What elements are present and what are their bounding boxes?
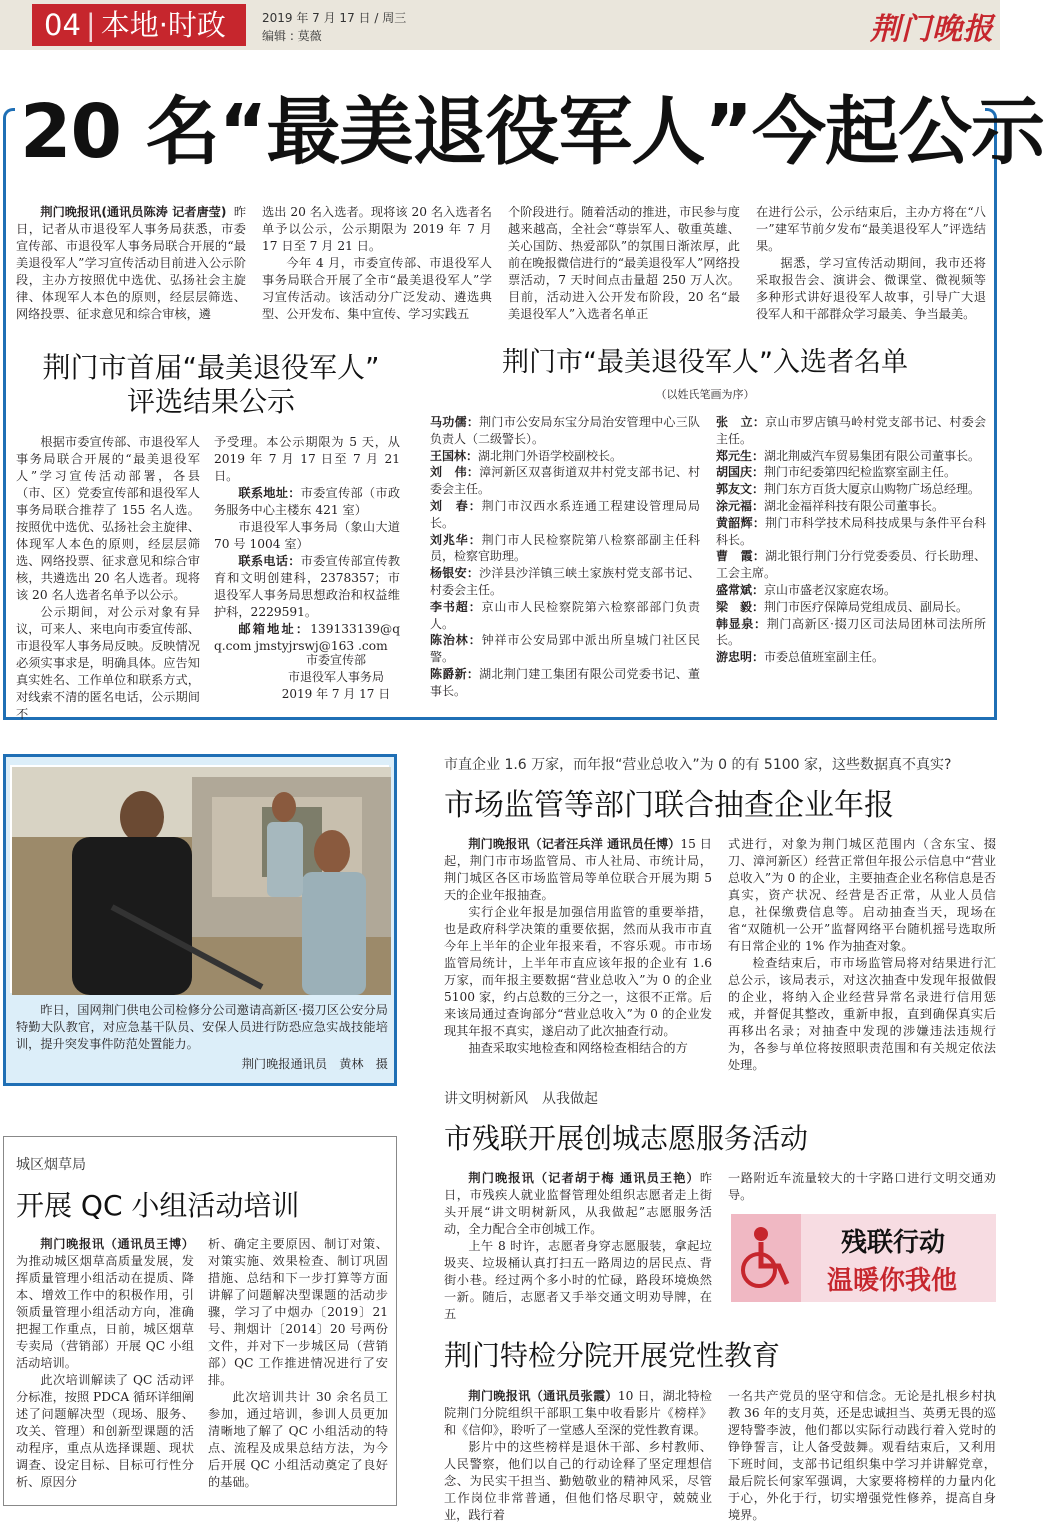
entry-desc: 荆门高新区·掇刀区司法局团林司法所所长。 bbox=[716, 616, 986, 648]
name-entry bbox=[430, 498, 700, 532]
name-entry bbox=[430, 464, 700, 498]
qc-title: 开展 QC 小组活动培训 bbox=[16, 1189, 300, 1222]
entry-name: 梁 毅： bbox=[716, 599, 765, 614]
name-entry bbox=[716, 599, 986, 616]
name-entry bbox=[430, 599, 700, 633]
photo-credit: 荆门晚报通讯员 黄林 摄 bbox=[241, 1057, 388, 1071]
entry-name: 刘兆华： bbox=[430, 532, 482, 547]
entry-desc: 荆门市公安局东宝分局治安管理中心三队负责人（二级警长）。 bbox=[430, 415, 700, 446]
namelist-right-column bbox=[716, 414, 986, 704]
lead-col-1: 荆门晚报讯(通讯员陈涛 记者唐莹)昨日，记者从市退役军人事务局获悉，市委宣传部、市退役军人事务局联合开展的“最美退役军人”学习宣传活动目前进入公示阶段，主办方按照优中选优、弘扬社会主旋律、体现军人本色的原则，经层层筛选、网络投票、征求意见和综合审核，遴 bbox=[16, 205, 246, 321]
name-entry bbox=[716, 649, 986, 666]
market-kicker: 市直企业 1.6 万家，而年报“营业总收入”为 0 的有 5100 家，这些数据真不真实? bbox=[444, 757, 952, 773]
lead-col-3: 个阶段进行。随着活动的推进，市民参与度越来越高，全社会“尊崇军人、敬重英雄、关心国防、热爱部队”的氛围日渐浓厚，此前在晚报微信进行的“最美退役军人”网络投票活动，7 天时间点击量超 250 万人次。目前，活动进入公开发布阶段，20 名“最美退役军人”入选者名单正 bbox=[508, 205, 740, 321]
entry-desc: 京山市罗店镇马岭村党支部书记、村委会主任。 bbox=[716, 415, 986, 446]
entry-desc: 钟祥市公安局郢中派出所皇城门社区民警。 bbox=[430, 633, 700, 665]
entry-name: 郭友文： bbox=[716, 482, 765, 497]
market-title: 市场监管等部门联合抽查企业年报 bbox=[444, 788, 894, 823]
entry-desc: 荆门市汉西水系连通工程建设管理局局长。 bbox=[430, 498, 700, 530]
entry-desc: 沙洋县沙洋镇三峡土家族村党支部书记、村委会主任。 bbox=[430, 566, 700, 597]
lead-col-4: 在进行公示，公示结束后，主办方将在“八一”建军节前夕发布“最美退役军人”评选结果。 据悉，学习宣传活动期间，我市还将采取报告会、演讲会、微课堂、微视频等多种形式讲好退役军人故事，引导广大退役军人和干部群众学习最美、争当最美。 bbox=[756, 205, 986, 321]
name-entry bbox=[430, 414, 700, 448]
notice-title-2: 评选结果公示 bbox=[126, 385, 295, 418]
lead-col-2: 选出 20 名入选者。现将该 20 名入选者名单予以公示，公示期限为 2019 年 7 月 17 日至 7 月 21 日。 今年 4 月，市委宣传部、市退役军人事务局联合开展了全市“最美退役军人”学习宣传活动。该活动分广泛发动、遴选典型、公开发布、集中宣传、学习实践五 bbox=[262, 205, 492, 321]
issue-date: 2019 年 7 月 17 日 / 周三 bbox=[262, 11, 407, 25]
logo-line-2: 温暖你我他 bbox=[827, 1266, 958, 1296]
entry-name: 陈爵新： bbox=[430, 666, 480, 681]
entry-name: 陈治林： bbox=[430, 633, 482, 648]
entry-desc: 湖北金福祥科技有限公司董事长。 bbox=[764, 498, 945, 513]
entry-desc: 荆门市科学技术局科技成果与条件平台科科长。 bbox=[716, 515, 986, 547]
newspaper-logo: 荆门晚报 bbox=[870, 12, 994, 47]
jiancha-title: 荆门特检分院开展党性教育 bbox=[444, 1339, 781, 1372]
name-entry bbox=[716, 414, 986, 448]
entry-name: 涂元福： bbox=[716, 498, 765, 513]
jiancha-col-2: 一名共产党员的坚守和信念。无论是扎根乡村执教 36 年的支月英，还是忠诚担当、英勇无畏的巡逻特警李波，他们都以实际行动践行着入党时的铮铮誓言，让人备受鼓舞。观看结束后，又利用下班时间，支部书记组织集中学习并讲解党章，最后院长何家军强调，大家要将榜样的力量内化于心，外化于行，切实增强党性修养，提高自身境界。 bbox=[728, 1389, 996, 1522]
entry-desc: 市委总值班室副主任。 bbox=[764, 650, 885, 665]
training-photo bbox=[10, 765, 389, 993]
section-name: 本地·时政 bbox=[100, 8, 226, 42]
entry-name: 胡国庆： bbox=[716, 465, 765, 480]
entry-name: 郑元生： bbox=[716, 448, 765, 463]
name-entry bbox=[716, 616, 986, 650]
entry-name: 游忠明： bbox=[716, 650, 765, 665]
name-entry bbox=[716, 515, 986, 549]
section-badge: 04 | 本地·时政 bbox=[32, 4, 246, 46]
entry-name: 李书超： bbox=[430, 599, 482, 614]
namelist-subtitle: （以姓氏笔画为序） bbox=[655, 388, 755, 401]
entry-name: 刘 伟： bbox=[430, 465, 480, 480]
entry-desc: 荆门市人民检察院第八检察部副主任科员，检察官助理。 bbox=[430, 532, 700, 564]
qc-col-1: 荆门晚报讯（通讯员王博）为推动城区烟草高质量发展，发挥质量管理小组活动在提质、降本、增效工作中的积极作用，引领质量管理小组活动方向，准确把握工作重点，日前，城区烟草专卖局（营销部）开展 QC 小组活动培训。 此次培训解读了 QC 活动评分标准，按照 PDCA 循环详细阐述了问题解决型（现场、服务、攻关、管理）和创新型课题的活动程序，重点从选择课题、现状调查、设定目标、目标可行性分析、原因分 bbox=[16, 1237, 194, 1489]
entry-desc: 湖北荆门外语学校副校长。 bbox=[478, 448, 623, 463]
disabled-title: 市残联开展创城志愿服务活动 bbox=[444, 1122, 809, 1155]
entry-name: 盛常斌： bbox=[716, 582, 765, 597]
name-entry bbox=[430, 532, 700, 566]
logo-line-1: 残联行动 bbox=[841, 1228, 946, 1258]
notice-signature: 市委宣传部 市退役军人事务局 2019 年 7 月 17 日 bbox=[281, 653, 391, 701]
frame-corner-left bbox=[3, 108, 15, 144]
entry-desc: 荆门东方百货大厦京山购物广场总经理。 bbox=[764, 482, 981, 497]
namelist-title: 荆门市“最美退役军人”入选者名单 bbox=[502, 347, 908, 378]
qc-kicker: 城区烟草局 bbox=[16, 1157, 86, 1173]
notice-col-1: 根据市委宣传部、市退役军人事务局联合开展的“最美退役军人”学习宣传活动部署，各县（市、区）党委宣传部和退役军人事务局联合推荐了 155 名人选。按照优中选优、弘扬社会主旋律、体现军人本色的原则，经层层筛选、网络投票、征求意见和综合审核，共遴选出 20 名人选者。现将该 20 名人选者名单予以公示。 公示期间，对公示对象有异议，可来人、来电向市委宣传部、市退役军人事务局反映。反映情况必须实事求是，明确具体。应告知真实姓名、工作单位和联系方式，对线索不清的匿名电话，公示期间不 bbox=[16, 435, 200, 721]
name-entry bbox=[430, 632, 700, 666]
jiancha-col-1: 荆门晚报讯（通讯员张霞）10 日，湖北特检院荆门分院组织干部职工集中收看影片《榜样》和《信仰》，聆听了一堂感人至深的党性教育课。 影片中的这些榜样是退休干部、乡村教师、人民警察，他们以自己的行动诠释了坚定理想信念、为民实干担当、勤勉敬业的精神风采，尽管工作岗位非常普通，但他们恪尽职守，兢兢业业，践行着 bbox=[444, 1389, 712, 1522]
market-col-2: 式进行，对象为荆门城区范围内（含东宝、掇刀、漳河新区）经营正常但年报公示信息中“营业总收入”为 0 的企业，主要抽查企业名称信息是否真实，资产状况、经营是否正常，从业人员信息，社保缴费信息等。启动抽查当天，现场在省“双随机一公开”监督网络平台随机摇号选取所有日常企业的 1% 作为抽查对象。 检查结束后，市市场监管局将对结果进行汇总公示，该局表示，对这次抽查中发现年报做假的企业，将纳入企业经营异常名录进行信用惩戒，并督促其整改，重新申报，直到确保真实后再移出名录；对抽查中发现的涉嫌违法违规行为，各参与单位将按照职责范围和有关规定依法处理。 bbox=[728, 837, 996, 1072]
entry-name: 韩显泉： bbox=[716, 616, 767, 631]
name-entry bbox=[430, 666, 700, 700]
disabled-col-1: 荆门晚报讯（记者胡于梅 通讯员王艳）昨日，市残疾人就业监督管理处组织志愿者走上街头开展“讲文明树新风，从我做起”志愿服务活动，全力配合全市创城工作。 上午 8 时许，志愿者身穿志愿服装，拿起垃圾夹、垃圾桶认真打扫五一路周边的居民点、背街小巷。经过两个多小时的忙碌，路段环境焕然一新。随后，志愿者又手举交通文明劝导牌，在五 bbox=[444, 1171, 712, 1321]
entry-desc: 京山市人民检察院第六检察部部门负责人。 bbox=[430, 599, 700, 631]
name-entry bbox=[430, 565, 700, 599]
editor-credit: 编辑 : 莫薇 bbox=[262, 29, 322, 43]
entry-desc: 荆门市医疗保障局党组成员、副局长。 bbox=[764, 599, 969, 614]
entry-name: 张 立： bbox=[716, 415, 766, 429]
name-entry bbox=[716, 582, 986, 599]
namelist-left-column bbox=[430, 414, 700, 704]
lead-byline: 荆门晚报讯(通讯员陈涛 记者唐莹) bbox=[40, 205, 227, 219]
notice-col-2: 予受理。本公示期限为 5 天，从 2019 年 7 月 17 日至 7 月 21 日。 联系地址：市委宣传部（市政务服务中心主楼东 421 室） 市退役军人事务局（象山大道 70 号 1004 室） 联系电话：市委宣传部宣传教育和文明创建科，2378357；市退役军人事务局思想政治和权益维护科，2229591。 邮箱地址：139133139@qq.com jmstyjrswj@163 .com bbox=[214, 435, 401, 653]
name-entry bbox=[716, 464, 986, 481]
photo-illustration bbox=[12, 767, 391, 995]
entry-desc: 京山市盛老汉家庭农场。 bbox=[764, 582, 897, 597]
name-entry bbox=[716, 498, 986, 515]
entry-name: 黄韶辉： bbox=[716, 515, 766, 530]
entry-desc: 湖北荆门建工集团有限公司党委书记、董事长。 bbox=[430, 666, 700, 698]
name-entry bbox=[430, 448, 700, 465]
entry-name: 杨银安： bbox=[430, 566, 480, 581]
name-entry bbox=[716, 448, 986, 465]
entry-desc: 湖北银行荆门分行党委委员、行长助理、工会主席。 bbox=[716, 549, 986, 581]
photo-caption: 昨日，国网荆门供电公司检修分公司邀请高新区·掇刀区公安分局特勤大队教官，对应急基干队员、安保人员进行防恐应急实战技能培训，提升突发事件防范处置能力。 bbox=[16, 1003, 388, 1051]
entry-name: 曹 霞： bbox=[716, 549, 766, 564]
name-entry bbox=[716, 548, 986, 582]
disabled-kicker: 讲文明树新风 从我做起 bbox=[444, 1091, 598, 1107]
disabled-col-2: 一路附近车流量较大的十字路口进行文明交通劝导。 bbox=[728, 1171, 996, 1202]
disabled-campaign-logo bbox=[731, 1214, 996, 1302]
notice-title-1: 荆门市首届“最美退役军人” bbox=[42, 351, 380, 384]
entry-desc: 漳河新区双喜街道双井村党支部书记、村委会主任。 bbox=[430, 465, 700, 497]
entry-desc: 荆门市纪委第四纪检监察室副主任。 bbox=[764, 465, 957, 480]
lead-headline: 20 名“最美退役军人”今起公示 bbox=[20, 89, 1044, 175]
qc-col-2: 析、确定主要原因、制订对策、对策实施、效果检查、制订巩固措施、总结和下一步打算等方面讲解了问题解决型课题的活动步骤，学习了中烟办〔2019〕21 号、荆烟计〔2014〕20 号两份文件，并对下一步城区局（营销部）QC 工作推进情况进行了安排。 此次培训共计 30 余名员工参加，通过培训，参训人员更加清晰地了解了 QC 小组活动的特点、流程及成果总结方法，为今后开展 QC 小组活动奠定了良好的基础。 bbox=[208, 1237, 388, 1489]
market-col-1: 荆门晚报讯（记者汪兵洋 通讯员任博）15 日起，荆门市市场监管局、市人社局、市统计局，荆门城区各区市场监管局等单位联合开展为期 5 天的企业年报抽查。 实行企业年报是加强信用监管的重要举措，也是政府科学决策的重要依据，然而从我市市直今年上半年的企业年报来看，不容乐观。市市场监管局统计，上半年市直应该年报的企业有 1.6 万家，而年报主要数据“营业总收入”为 0 的企业 5100 家，约占总数的三分之一，这很不正常。后来该局通过查询部分“营业总收入”为 0 的企业发现其年报不真实，遂启动了此次抽查行动。 抽查采取实地检查和网络检查相结合的方 bbox=[444, 837, 712, 1055]
name-entry bbox=[716, 481, 986, 498]
entry-desc: 湖北荆威汽车贸易集团有限公司董事长。 bbox=[764, 448, 981, 463]
entry-name: 刘 春： bbox=[430, 498, 482, 513]
entry-name: 王国林： bbox=[430, 448, 479, 463]
entry-name: 马功儒： bbox=[430, 415, 480, 429]
page-number: 04 bbox=[44, 8, 81, 42]
